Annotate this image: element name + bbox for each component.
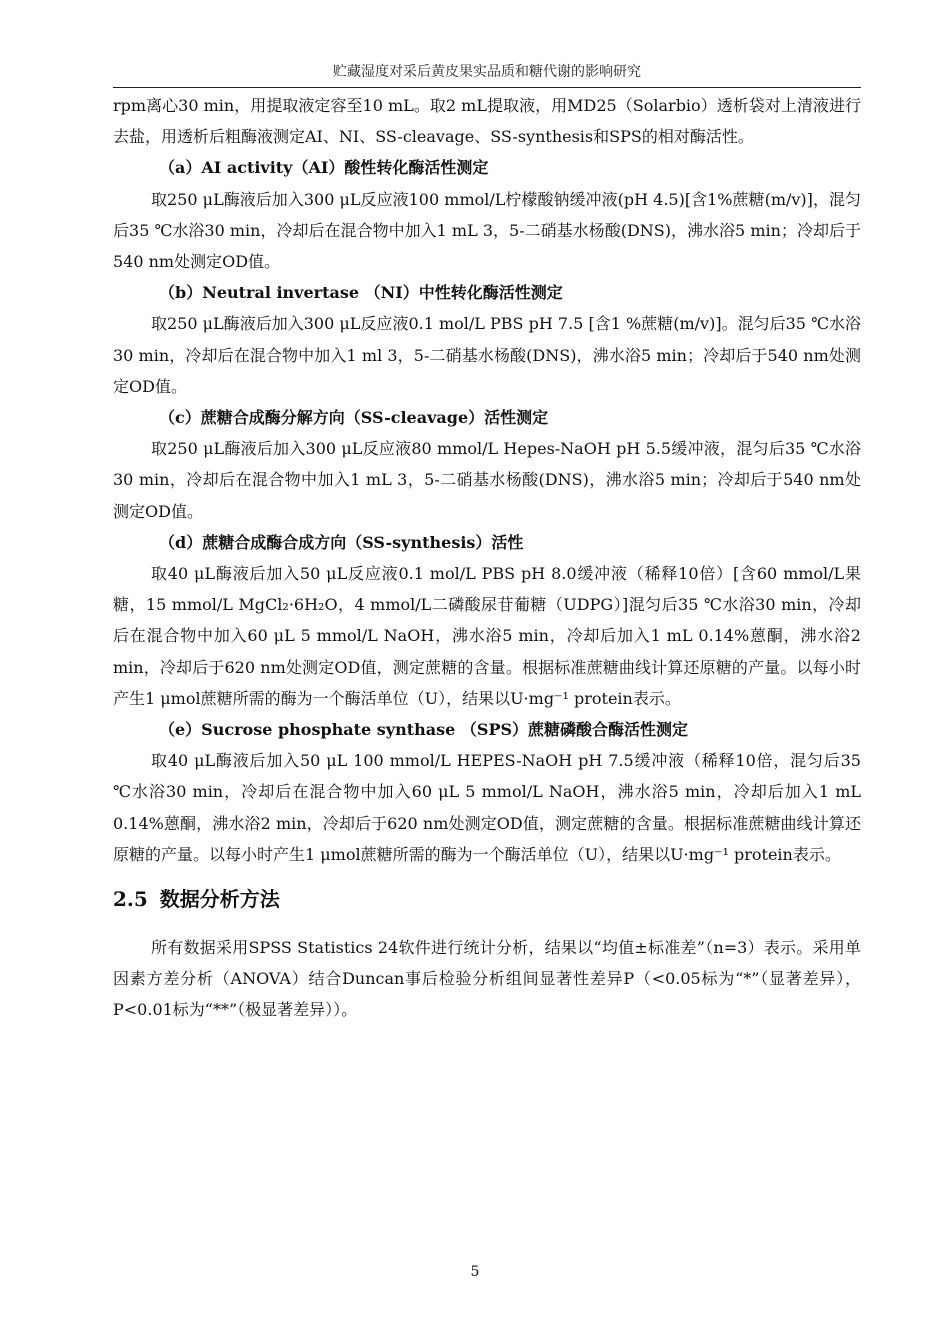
paragraph-ss-cleavage: 取250 μL酶液后加入300 μL反应液80 mmol/L Hepes-NaOH pH 5.5缓冲液，混匀后35 ℃水浴30 min，冷却后在混合物中加入1 mL 3，5-二硝基水杨酸(DNS)，沸水浴5 min；冷却后于540 nm处测定OD值。 — [113, 439, 861, 521]
page-number: 5 — [470, 1264, 480, 1280]
subheading-ni: （b）Neutral invertase （NI）中性转化酶活性测定 — [159, 283, 563, 303]
paragraph-ss-synthesis: 取40 μL酶液后加入50 μL反应液0.1 mol/L PBS pH 8.0缓冲液（稀释10倍）[含60 mmol/L果糖，15 mmol/L MgCl₂·6H₂O，4 mmol/L二磷酸尿苷葡糖（UDPG）]混匀后35 ℃水浴30 min，冷却后在混合物中加入60 μL 5 mmol/L NaOH，沸水浴5 min，冷却后加入1 mL 0.14%蒽酮，沸水浴2 min，冷却后于620 nm处测定OD值，测定蔗糖的含量。根据标准蔗糖曲线计算还原糖的产量。以每小时产生1 μmol蔗糖所需的酶为一个酶活单位（U），结果以U·mg⁻¹ protein表示。 — [113, 564, 861, 708]
subheading-ai: （a）AI activity（AI）酸性转化酶活性测定 — [159, 158, 489, 178]
paragraph-ni: 取250 μL酶液后加入300 μL反应液0.1 mol/L PBS pH 7.5 [含1 %蔗糖(m/v)]。混匀后35 ℃水浴30 min，冷却后在混合物中加入1 ml 3，5-二硝基水杨酸(DNS)，沸水浴5 min；冷却后于540 nm处测定OD值。 — [113, 314, 861, 396]
main-content — [113, 90, 861, 1026]
running-header: 贮藏湿度对采后黄皮果实品质和糖代谢的影响研究 — [333, 64, 641, 80]
section-heading — [113, 884, 861, 914]
subheading-sps: （e）Sucrose phosphate synthase （SPS）蔗糖磷酸合酶活性测定 — [159, 720, 689, 740]
header-divider — [113, 87, 861, 88]
section-number: 2.5 — [113, 887, 148, 912]
paragraph-continuation: rpm离心30 min，用提取液定容至10 mL。取2 mL提取液，用MD25（Solarbio）透析袋对上清液进行去盐，用透析后粗酶液测定AI、NI、SS-cleavage、SS-synthesis和SPS的相对酶活性。 — [113, 96, 861, 147]
section-title: 数据分析方法 — [159, 887, 280, 912]
subheading-ss-cleavage: （c）蔗糖合成酶分解方向（SS-cleavage）活性测定 — [159, 408, 549, 428]
paragraph-ai: 取250 μL酶液后加入300 μL反应液100 mmol/L柠檬酸钠缓冲液(pH 4.5)[含1%蔗糖(m/v)]，混匀后35 ℃水浴30 min，冷却后在混合物中加入1 mL 3，5-二硝基水杨酸(DNS)，沸水浴5 min；冷却后于540 nm处测定OD值。 — [113, 189, 861, 272]
subheading-ss-synthesis: （d）蔗糖合成酶合成方向（SS-synthesis）活性 — [159, 532, 524, 552]
paragraph-data-analysis: 所有数据采用SPSS Statistics 24软件进行统计分析，结果以“均值±标准差”（n=3）表示。采用单因素方差分析（ANOVA）结合Duncan事后检验分析组间显著性差异P（<0.05标为“*”（显著差异），P<0.01标为“**”（极显著差异））。 — [113, 938, 861, 1020]
paragraph-sps: 取40 μL酶液后加入50 μL 100 mmol/L HEPES-NaOH pH 7.5缓冲液（稀释10倍，混匀后35 ℃水浴30 min，冷却后在混合物中加入60 μL 5 mmol/L NaOH，沸水浴5 min，冷却后加入1 mL 0.14%蒽酮，沸水浴2 min，冷却后于620 nm处测定OD值，测定蔗糖的含量。根据标准蔗糖曲线计算还原糖的产量。以每小时产生1 μmol蔗糖所需的酶为一个酶活单位（U），结果以U·mg⁻¹ protein表示。 — [113, 751, 861, 864]
